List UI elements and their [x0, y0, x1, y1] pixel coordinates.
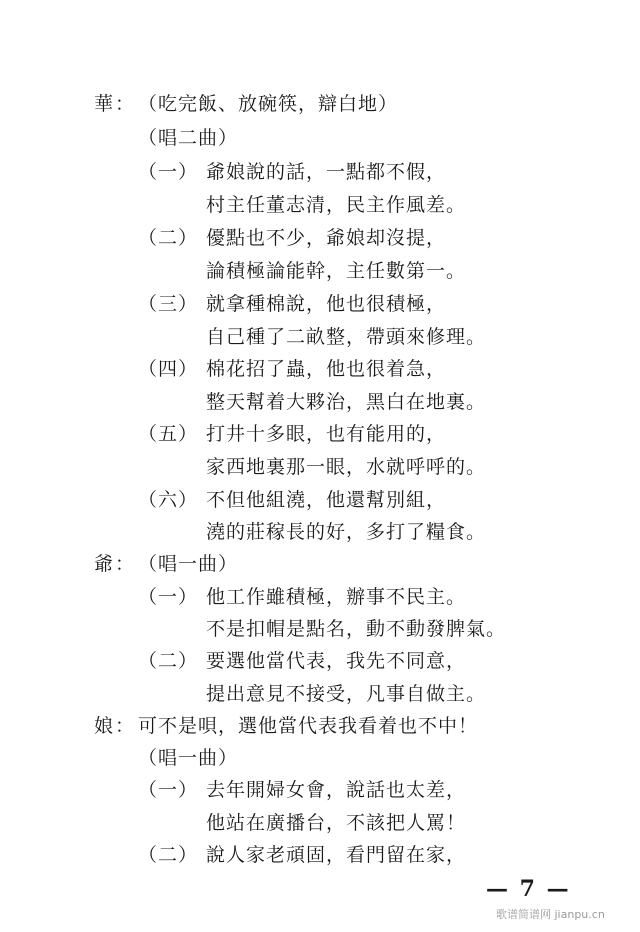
- verse-number: （二）: [138, 227, 199, 249]
- spoken-line: 可不是唄，選他當代表我看着也不中！: [138, 715, 479, 737]
- lyric-line: 打井十多眼，也有能用的，: [206, 423, 447, 445]
- speaker-hua: 華：: [94, 93, 137, 115]
- lyric-line: 論積極論能幹，主任數第一。: [206, 260, 467, 282]
- lyric-line: 提出意見不接受，凡事自做主。: [206, 683, 487, 705]
- lyric-line: 自己種了二畝整，帶頭來修理。: [206, 326, 487, 348]
- lyric-line: 說人家老頑固，看門留在家，: [206, 844, 467, 866]
- lyric-line: 要選他當代表，我先不同意，: [206, 650, 467, 672]
- verse-number: （一）: [138, 779, 199, 801]
- lyric-line: 他站在廣播台，不該把人罵！: [206, 812, 467, 834]
- lyric-line: 棉花招了蟲，他也很着急，: [206, 358, 447, 380]
- lyric-line: 不是扣帽是點名，動不動發脾氣。: [206, 618, 507, 640]
- speaker-ye: 爺：: [94, 553, 137, 575]
- lyric-line: 他工作雖積極，辦事不民主。: [206, 586, 467, 608]
- lyric-line: 去年開婦女會，說話也太差，: [206, 779, 467, 801]
- lyric-line: 村主任董志清，民主作風差。: [206, 194, 467, 216]
- verse-number: （一）: [138, 586, 199, 608]
- lyric-line: 就拿種棉說，他也很積極，: [206, 293, 447, 315]
- verse-number: （五）: [138, 423, 199, 445]
- verse-number: （二）: [138, 844, 199, 866]
- stage-direction: （吃完飯、放碗筷，辯白地）: [138, 93, 399, 115]
- tune-label: （唱一曲）: [138, 747, 239, 769]
- lyric-line: 澆的莊稼長的好，多打了糧食。: [206, 521, 487, 543]
- lyric-line: 整天幫着大夥治，黑白在地裏。: [206, 391, 487, 413]
- verse-number: （一）: [138, 161, 199, 183]
- verse-number: （四）: [138, 358, 199, 380]
- page-number: — 7 —: [486, 876, 571, 902]
- watermark-text: 歌谱简谱网 jianpu.cn: [496, 908, 605, 921]
- lyric-line: 爺娘說的話，一點都不假，: [206, 161, 447, 183]
- verse-number: （二）: [138, 650, 199, 672]
- lyric-line: 家西地裏那一眼，水就呼呼的。: [206, 456, 487, 478]
- speaker-niang: 娘：: [94, 715, 137, 737]
- tune-label: （唱一曲）: [138, 553, 239, 575]
- tune-label: （唱二曲）: [138, 127, 239, 149]
- verse-number: （六）: [138, 489, 199, 511]
- verse-number: （三）: [138, 293, 199, 315]
- lyric-line: 不但他組澆，他還幫別組，: [206, 489, 447, 511]
- lyric-line: 優點也不少，爺娘却沒提，: [206, 227, 447, 249]
